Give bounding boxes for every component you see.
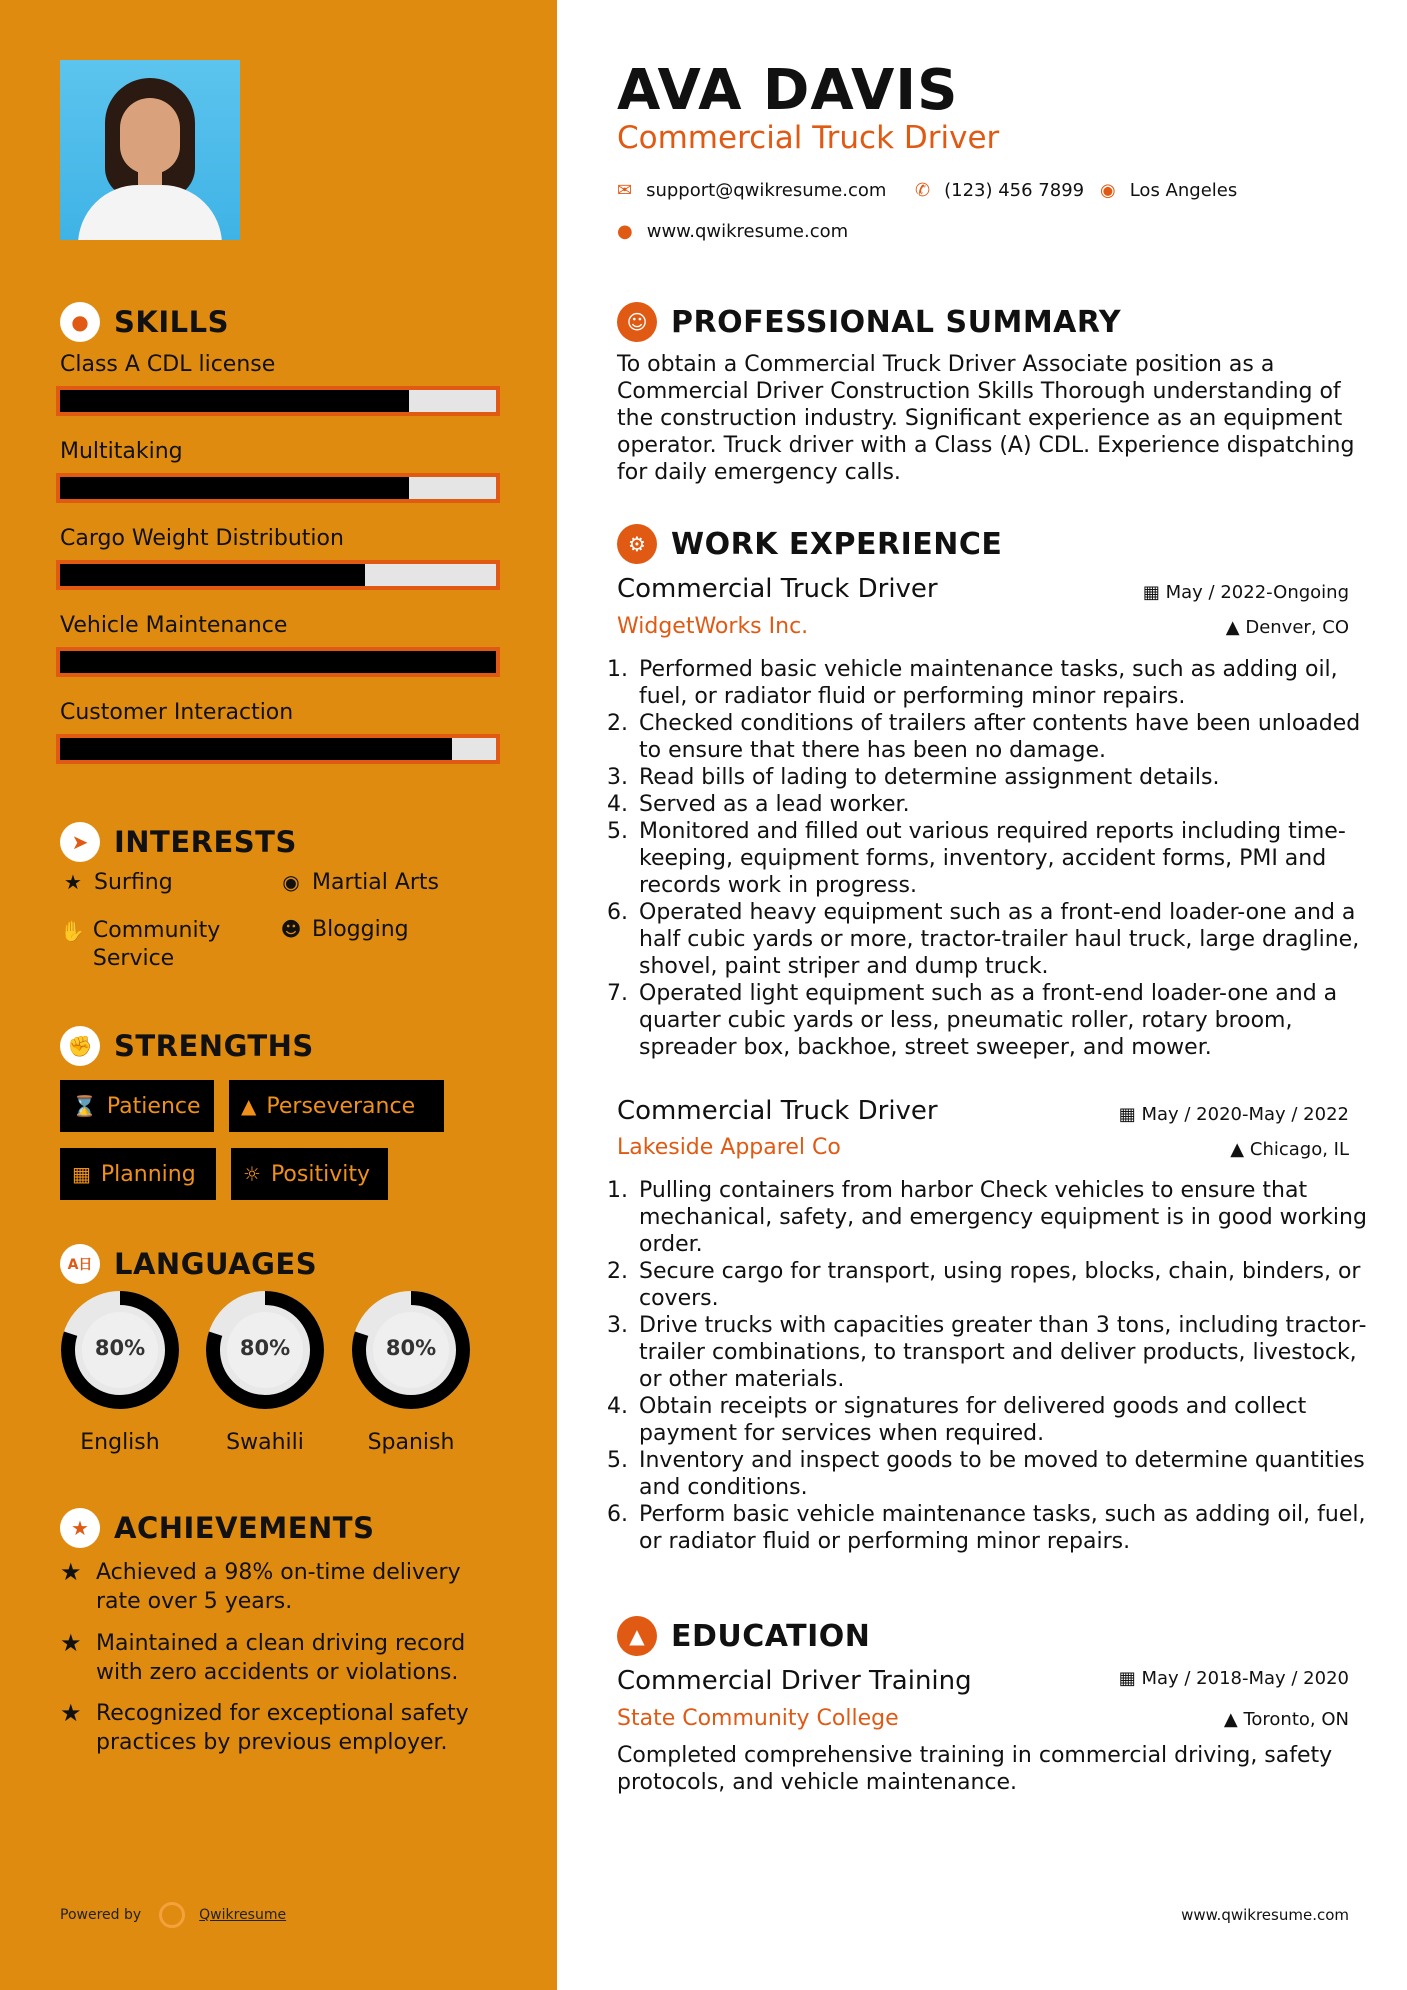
calendar-icon: ▦ [1142,582,1166,603]
education-text: Completed comprehensive training in commercial driving, safety protocols, and vehicle maintenance. [617,1743,1333,1795]
job-location: ▲ Denver, CO [1225,617,1349,638]
job-date: ▦ May / 2020-May / 2022 [1118,1104,1349,1125]
qwikresume-link[interactable]: Qwikresume [199,1907,287,1923]
powered-by-label: Powered by [60,1907,142,1923]
road-icon: ▲ [241,1094,257,1118]
footer-url[interactable]: www.qwikresume.com [1181,1906,1349,1924]
strength-badge: ⌛ Patience [60,1080,214,1132]
summary-title: PROFESSIONAL SUMMARY [671,304,1122,340]
globe-icon: ● [617,221,633,242]
job-title: Commercial Truck Driver [617,574,938,604]
language-name: Spanish [367,1430,455,1455]
language-percent: 80% [385,1336,437,1360]
contact-website[interactable]: ● www.qwikresume.com [617,221,849,242]
achievement-item: ★ Recognized for exceptional safety practices by previous employer. [60,1699,469,1755]
user-icon: ☺ [617,302,657,342]
fist-icon: ✊ [60,1026,100,1066]
shooting-star-icon: ★ [60,1558,82,1586]
duty-item: 3. Drive trucks with capacities greater than 3 tons, including tractor-trailer combinations, to transport and deliver products, livestock, or other materials. [635,1312,1375,1393]
shooting-star-icon: ★ [60,1629,82,1657]
language-icon: A日 [60,1244,100,1284]
profile-photo [60,60,240,240]
lightbulb-icon: ● [60,302,100,342]
duty-item: 2. Checked conditions of trailers after contents have been unloaded to ensure that there has been no damage. [635,710,1375,764]
pin-icon: ▲ [1230,1139,1250,1160]
duty-item: 3. Read bills of lading to determine assignment details. [635,764,1375,791]
skill-bar [56,734,500,764]
achievement-item: ★ Maintained a clean driving record with zero accidents or violations. [60,1629,466,1685]
skill-fill [60,738,452,760]
interest-item: ☻ Blogging [278,917,409,942]
skill-bar [56,473,500,503]
job-company: Lakeside Apparel Co [617,1135,841,1160]
duty-item: 2. Secure cargo for transport, using ropes, blocks, chain, binders, or covers. [635,1258,1375,1312]
education-date: ▦ May / 2018-May / 2020 [1118,1668,1349,1689]
skill-label: Cargo Weight Distribution [60,526,344,551]
skills-header [60,302,229,342]
language-percent: 80% [94,1336,146,1360]
duty-item: 4. Obtain receipts or signatures for delivered goods and collect payment for services when required. [635,1393,1375,1447]
interest-item: ◉ Martial Arts [278,870,439,895]
sun-icon: ☼ [243,1162,261,1186]
globe-icon: ◉ [282,870,300,894]
calendar-icon: ▦ [1118,1104,1142,1125]
strengths-header [60,1026,314,1066]
language-name: English [80,1430,160,1455]
envelope-icon: ✉ [617,180,633,201]
duty-item: 1. Pulling containers from harbor Check vehicles to ensure that mechanical, safety, and emergency equipment is in good working order. [635,1177,1375,1258]
steering-wheel-icon: ⚙ [617,524,657,564]
qwikresume-logo-icon [159,1902,185,1928]
skills-title: SKILLS [114,305,229,339]
duty-item: 7. Operated light equipment such as a front-end loader-one and a quarter cubic yards or less, pneumatic roller, rotary broom, spreader box, backhoe, street sweeper, and mower. [635,980,1375,1061]
users-icon: ☻ [280,917,302,941]
skill-label: Customer Interaction [60,700,294,725]
education-location: ▲ Toronto, ON [1223,1709,1349,1730]
duty-item: 6. Perform basic vehicle maintenance tasks, such as adding oil, fuel, or radiator fluid or performing minor repairs. [635,1501,1375,1555]
shooting-star-icon: ★ [60,1699,82,1727]
language-ring [58,1288,182,1412]
graduation-cap-icon: ▲ [617,1616,657,1656]
sidebar [0,0,557,1990]
skill-bar [56,647,500,677]
duty-item: 5. Inventory and inspect goods to be moved to determine quantities and conditions. [635,1447,1375,1501]
pin-icon: ▲ [1223,1709,1244,1730]
contact-phone[interactable]: ✆ (123) 456 7899 [915,180,1085,201]
contact-location: ◉ Los Angeles [1100,180,1238,201]
job-duties [617,1177,1375,1555]
language-ring [349,1288,473,1412]
interest-item: ★ Surfing [60,870,173,895]
experience-title: WORK EXPERIENCE [671,526,1003,562]
candidate-title: Commercial Truck Driver [617,120,1000,156]
job-title: Commercial Truck Driver [617,1096,938,1126]
contact-email[interactable]: ✉ support@qwikresume.com [617,180,887,201]
languages-title: LANGUAGES [114,1247,318,1281]
experience-header [617,524,1002,564]
languages-header [60,1244,317,1284]
interest-item: ✋ Community Service [60,918,221,971]
paper-plane-icon: ➤ [60,822,100,862]
duty-item: 1. Performed basic vehicle maintenance tasks, such as adding oil, fuel, or radiator fluid or performing minor repairs. [635,656,1375,710]
language-percent: 80% [239,1336,291,1360]
hand-icon: ✋ [60,919,85,943]
job-duties [617,656,1375,1061]
strengths-title: STRENGTHS [114,1029,314,1063]
calendar-icon: ▦ [1118,1668,1142,1689]
calendar-icon: ▦ [72,1162,91,1186]
education-title: EDUCATION [671,1618,871,1654]
education-school: State Community College [617,1706,899,1731]
achievements-header [60,1508,374,1548]
education-degree: Commercial Driver Training [617,1666,972,1696]
skill-label: Class A CDL license [60,352,276,377]
language-ring [203,1288,327,1412]
achievement-item: ★ Achieved a 98% on-time delivery rate over 5 years. [60,1558,461,1614]
language-name: Swahili [226,1430,304,1455]
pin-icon: ▲ [1225,617,1246,638]
achievements-title: ACHIEVEMENTS [114,1511,375,1545]
hourglass-icon: ⌛ [72,1094,97,1118]
job-location: ▲ Chicago, IL [1230,1139,1349,1160]
education-header [617,1616,870,1656]
powered-by [60,1902,286,1928]
strength-badge: ▦ Planning [60,1148,216,1200]
duty-item: 5. Monitored and filled out various required reports including time-keeping, equipment forms, inventory, accident forms, PMI and records work in progress. [635,818,1375,899]
summary-header [617,302,1121,342]
skill-label: Vehicle Maintenance [60,613,288,638]
summary-text: To obtain a Commercial Truck Driver Associate position as a Commercial Driver Construction Skills Thorough understanding of the construction industry. Significant experience as an equipment operator. Truck driver with a Class (A) CDL. Experience dispatching for daily emergency calls. [617,352,1355,485]
interests-header [60,822,297,862]
phone-icon: ✆ [915,180,931,201]
duty-item: 6. Operated heavy equipment such as a front-end loader-one and a half cubic yards or more, tractor-trailer haul truck, large dragline, shovel, paint striper and dump truck. [635,899,1375,980]
duty-item: 4. Served as a lead worker. [635,791,1375,818]
star-icon: ★ [64,870,82,894]
skill-label: Multitaking [60,439,183,464]
skill-fill [60,477,409,499]
skill-bar [56,386,500,416]
skill-fill [60,390,409,412]
interests-title: INTERESTS [114,825,297,859]
candidate-name: AVA DAVIS [617,58,959,123]
strength-badge: ☼ Positivity [231,1148,388,1200]
job-company: WidgetWorks Inc. [617,614,809,639]
skill-fill [60,564,365,586]
star-badge-icon: ★ [60,1508,100,1548]
skill-fill [60,651,496,673]
job-date: ▦ May / 2022-Ongoing [1142,582,1349,603]
skill-bar [56,560,500,590]
strength-badge: ▲ Perseverance [229,1080,444,1132]
map-pin-icon: ◉ [1100,180,1116,201]
